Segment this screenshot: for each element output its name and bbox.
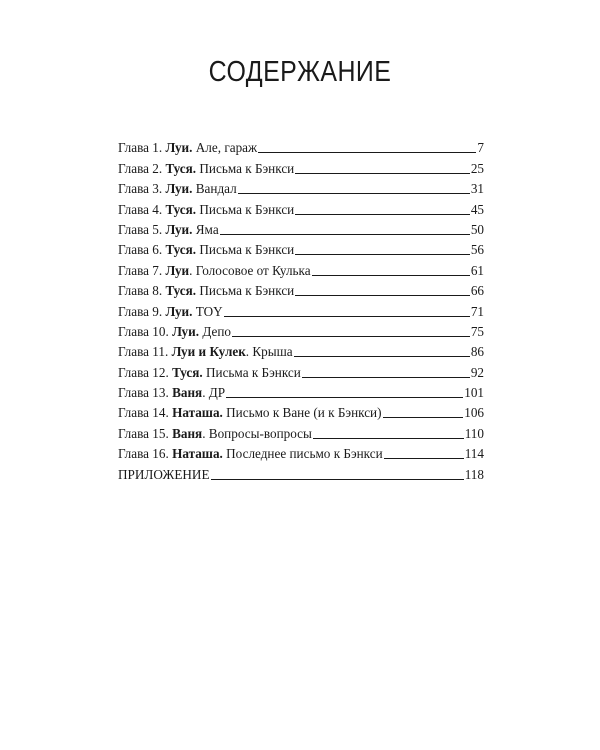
toc-entry-name: Луи. [165, 303, 193, 319]
toc-leader-line [295, 214, 470, 215]
toc-leader-line [211, 479, 464, 480]
toc-entry-page: 50 [470, 221, 484, 237]
toc-entry-title: . Вопросы-вопросы [202, 425, 312, 441]
toc-entry-label [118, 344, 293, 360]
toc-entry-page: 92 [470, 364, 484, 380]
toc-entry-page: 56 [470, 242, 484, 258]
toc-entry-page: 45 [470, 201, 484, 217]
toc-leader-line [238, 193, 470, 194]
toc-entry-label [118, 385, 225, 401]
toc-entry-prefix: Глава 14. [118, 405, 173, 421]
toc-entry-page: 7 [477, 140, 484, 156]
toc-entry [118, 421, 484, 441]
toc-entry [118, 299, 484, 319]
toc-entry-prefix: Глава 6. [118, 242, 166, 258]
toc-entry-page: 71 [470, 303, 484, 319]
toc-entry-title: Письма к Бэнкси [196, 283, 295, 299]
toc-entry-title: . ДР [202, 385, 226, 401]
toc-entry-label [118, 202, 294, 218]
toc-entry [118, 258, 484, 278]
toc-entry-page: 86 [470, 344, 484, 360]
toc-entry-label [118, 304, 223, 320]
toc-entry-name: Луи. [165, 181, 193, 197]
toc-entry-page: 25 [470, 160, 484, 176]
toc-entry-label [118, 426, 312, 442]
toc-entry-title: Письма к Бэнкси [196, 242, 295, 258]
toc-entry [118, 156, 484, 176]
toc-entry [118, 462, 484, 482]
toc-leader-line [295, 173, 470, 174]
toc-entry-page: 114 [464, 446, 484, 462]
toc-leader-line [295, 295, 470, 296]
toc-entry-label [118, 467, 210, 483]
toc-entry-page: 101 [464, 385, 484, 401]
toc-entry-prefix: Глава 16. [118, 446, 173, 462]
toc-entry-prefix: Глава 8. [118, 283, 166, 299]
toc-entry-prefix: Глава 10. [118, 323, 173, 339]
toc-entry-title: Але, гараж [192, 140, 258, 156]
toc-entry [118, 197, 484, 217]
toc-entry-name: Луи и Кулек [171, 344, 246, 360]
toc-entry-title: Письма к Бэнкси [196, 201, 295, 217]
toc-entry-title: Депо [199, 323, 232, 339]
toc-entry-name: Туся. [165, 242, 197, 258]
toc-entry-prefix: Глава 3. [118, 181, 166, 197]
toc-entry-title: Письма к Бэнкси [196, 160, 295, 176]
toc-entry-name: Луи. [165, 140, 193, 156]
toc-entry-prefix: Глава 1. [118, 140, 166, 156]
toc-entry-label [118, 181, 237, 197]
toc-entry-name: Туся. [165, 160, 197, 176]
toc-entry [118, 340, 484, 360]
toc-entry-page: 66 [470, 283, 484, 299]
toc-leader-line [258, 152, 476, 153]
toc-entry-name: Ваня [172, 425, 203, 441]
toc-entry-prefix: Глава 2. [118, 160, 166, 176]
toc-leader-line [224, 316, 470, 317]
toc-entry-label [118, 140, 257, 156]
toc-entry-page: 110 [464, 425, 484, 441]
toc-entry-label [118, 405, 382, 421]
toc-entry-name: Луи. [165, 221, 193, 237]
toc-entry-prefix: Глава 12. [118, 364, 173, 380]
toc-leader-line [302, 377, 470, 378]
toc-entry-title: Письма к Бэнкси [202, 364, 301, 380]
toc-entry-label [118, 222, 219, 238]
toc-entry-page: 106 [464, 405, 484, 421]
toc-leader-line [232, 336, 470, 337]
toc-entry-title: . Голосовое от Кулька [189, 262, 311, 278]
toc-entry-page: 118 [464, 466, 484, 482]
toc-entry [118, 136, 484, 156]
toc-leader-line [383, 417, 464, 418]
page-title: СОДЕРЖАНИЕ [208, 56, 392, 88]
toc-entry-title: . Крыша [245, 344, 293, 360]
toc-entry [118, 177, 484, 197]
toc-entry-prefix: Глава 9. [118, 303, 166, 319]
toc-entry-title: Вандал [192, 181, 237, 197]
toc-entry-title: TOY [192, 303, 223, 319]
toc-entry [118, 381, 484, 401]
toc-entry [118, 320, 484, 340]
toc-entry-page: 75 [470, 323, 484, 339]
toc-entry [118, 360, 484, 380]
toc-entry-page: 31 [470, 181, 484, 197]
toc-entry [118, 442, 484, 462]
toc-entry [118, 401, 484, 421]
toc-entry-name: Ваня [172, 385, 203, 401]
toc-leader-line [384, 458, 464, 459]
toc-entry-label [118, 324, 231, 340]
toc-entry-label [118, 242, 294, 258]
toc-entry-name: Луи. [172, 323, 200, 339]
table-of-contents [118, 136, 484, 483]
toc-entry-label [118, 446, 383, 462]
toc-entry [118, 279, 484, 299]
toc-entry-prefix: Глава 4. [118, 201, 166, 217]
toc-entry-label [118, 263, 311, 279]
toc-entry-prefix: ПРИЛОЖЕНИЕ [118, 466, 210, 482]
toc-entry-name: Туся. [172, 364, 203, 380]
toc-entry-prefix: Глава 11. [118, 344, 172, 360]
toc-entry-name: Луи [165, 262, 190, 278]
toc-entry-name: Наташа. [172, 405, 223, 421]
toc-entry-prefix: Глава 7. [118, 262, 166, 278]
toc-entry-title: Яма [192, 221, 219, 237]
toc-entry-prefix: Глава 5. [118, 221, 166, 237]
toc-entry-name: Наташа. [172, 446, 223, 462]
toc-leader-line [313, 438, 464, 439]
toc-entry [118, 238, 484, 258]
toc-entry-name: Туся. [165, 283, 197, 299]
toc-entry [118, 218, 484, 238]
toc-entry-label [118, 161, 294, 177]
toc-entry-label [118, 365, 301, 381]
toc-entry-prefix: Глава 13. [118, 385, 173, 401]
toc-entry-title: Письмо к Ване (и к Бэнкси) [222, 405, 382, 421]
toc-entry-title: Последнее письмо к Бэнкси [222, 446, 383, 462]
toc-entry-prefix: Глава 15. [118, 425, 173, 441]
toc-entry-name: Туся. [165, 201, 197, 217]
toc-entry-label [118, 283, 294, 299]
toc-entry-page: 61 [470, 262, 484, 278]
toc-leader-line [312, 275, 470, 276]
toc-leader-line [226, 397, 463, 398]
toc-leader-line [294, 356, 470, 357]
toc-leader-line [220, 234, 470, 235]
toc-leader-line [295, 254, 470, 255]
